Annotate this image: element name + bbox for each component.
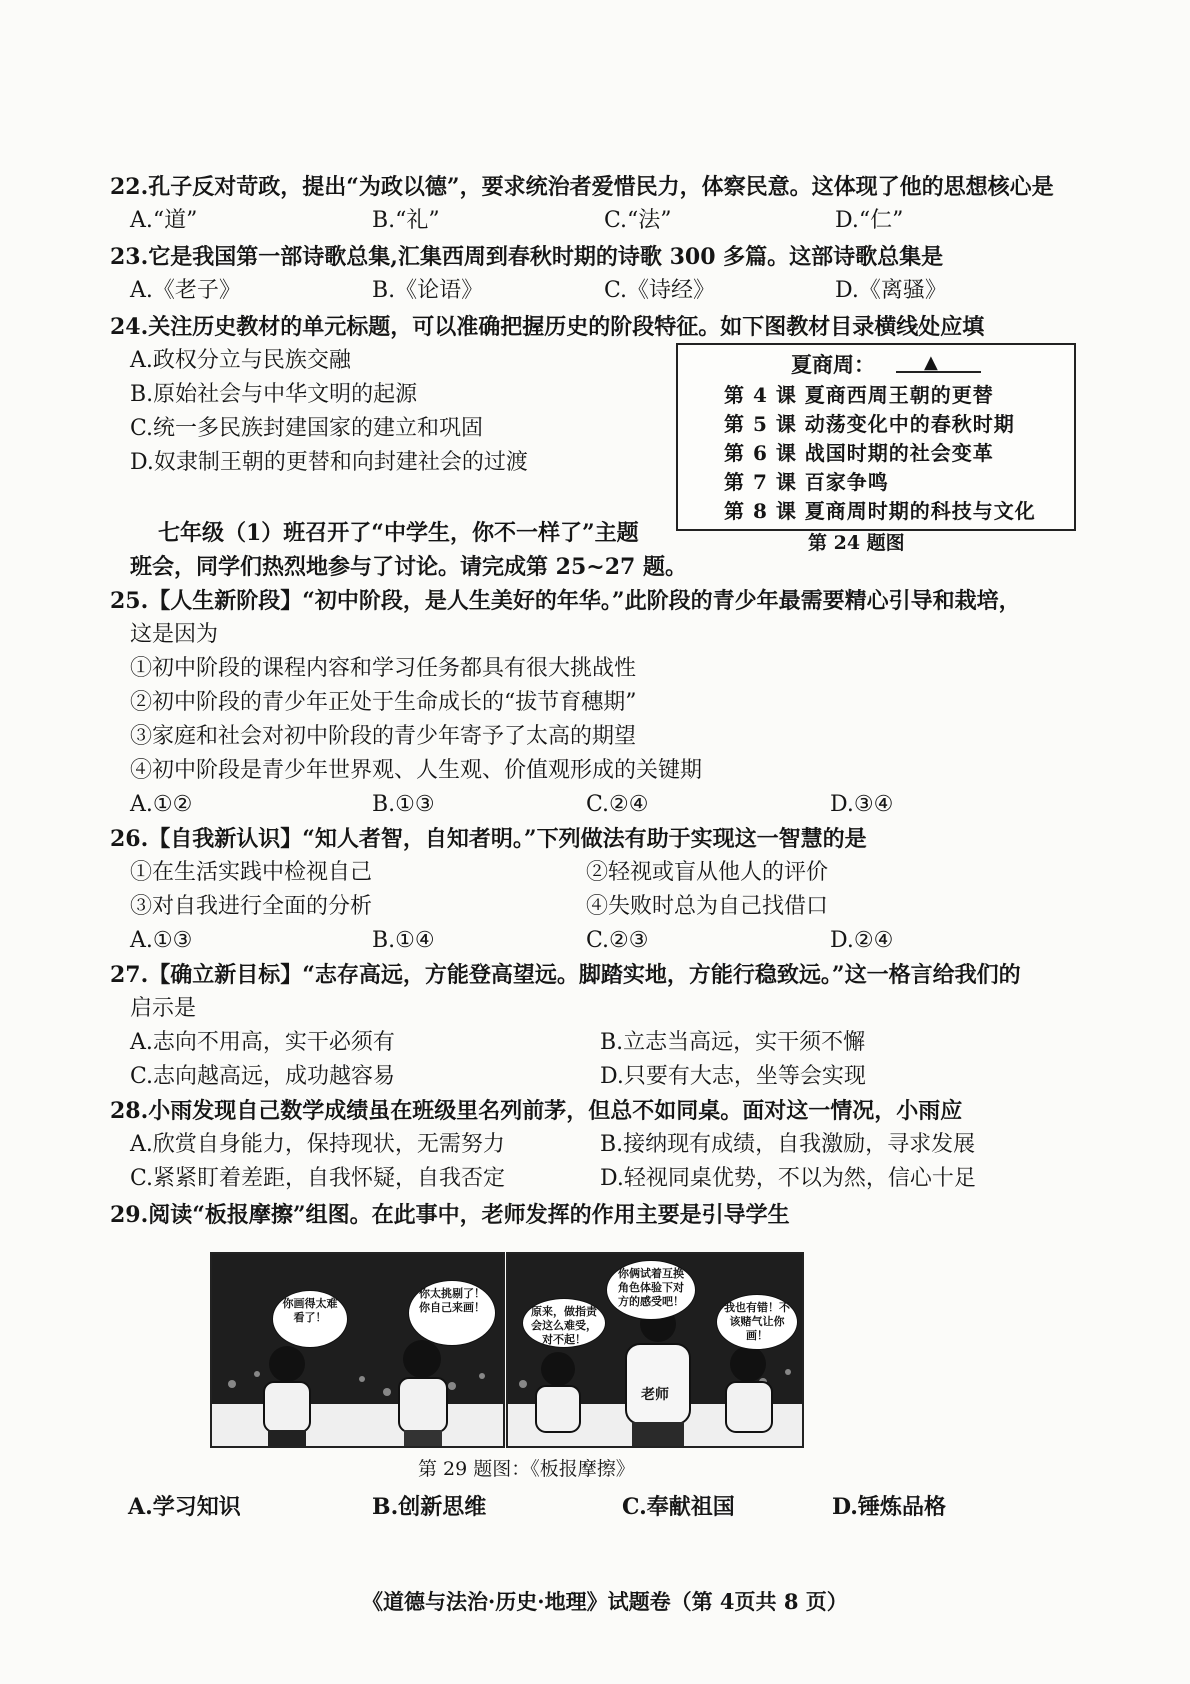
q28-option-d: D.轻视同桌优势，不以为然，信心十足 — [600, 1166, 976, 1191]
q22-option-d: D.“仁” — [835, 208, 904, 233]
page-footer: 《道德与法治·历史·地理》试题卷（第 4页共 8 页） — [362, 1589, 848, 1614]
q24-stem: 24.关注历史教材的单元标题，可以准确把握历史的阶段特征。如下图教材目录横线处应填 — [110, 314, 985, 340]
q25-item-2: ②初中阶段的青少年正处于生命成长的“拔节育穗期” — [130, 690, 637, 715]
q27-stem: 27.【确立新目标】“志存高远，方能登高望远。脚踏实地，方能行稳致远。”这一格言给我们的 — [110, 962, 1021, 988]
q25-option-a: A.①② — [130, 792, 193, 817]
q29-option-b: B.创新思维 — [372, 1494, 487, 1520]
comic-speech-bubble: 你画得太难看了！ — [272, 1290, 348, 1348]
q28-option-a: A.欣赏自身能力，保持现状，无需努力 — [130, 1132, 505, 1157]
q28-stem: 28.小雨发现自己数学成绩虽在班级里名列前茅，但总不如同桌。面对这一情况，小雨应 — [110, 1098, 963, 1124]
toc-blank-line — [896, 371, 981, 373]
textbook-toc-box — [676, 343, 1076, 531]
q25-option-c: C.②④ — [586, 792, 649, 817]
q29-stem: 29.阅读“板报摩擦”组图。在此事中，老师发挥的作用主要是引导学生 — [110, 1202, 790, 1228]
q25-item-3: ③家庭和社会对初中阶段的青少年寄予了太高的期望 — [130, 724, 637, 749]
q26-item-4: ④失败时总为自己找借口 — [586, 894, 829, 919]
q26-item-3: ③对自我进行全面的分析 — [130, 894, 373, 919]
comic-panel-2 — [506, 1252, 804, 1448]
q27-option-b: B.立志当高远，实干须不懈 — [600, 1030, 866, 1055]
intro-line-2: 班会，同学们热烈地参与了讨论。请完成第 25~27 题。 — [130, 554, 687, 580]
q24-option-b: B.原始社会与中华文明的起源 — [130, 382, 418, 407]
q24-option-d: D.奴隶制王朝的更替和向封建社会的过渡 — [130, 450, 528, 475]
q23-option-d: D.《离骚》 — [835, 278, 947, 303]
teacher-label: 老师 — [641, 1387, 669, 1403]
comic-panel-1 — [210, 1252, 505, 1448]
q26-option-a: A.①③ — [130, 928, 193, 953]
q26-stem: 26.【自我新认识】“知人者智，自知者明。”下列做法有助于实现这一智慧的是 — [110, 826, 867, 852]
q24-option-c: C.统一多民族封建国家的建立和巩固 — [130, 416, 484, 441]
q27-stem-cont: 启示是 — [130, 996, 197, 1021]
q29-option-a: A.学习知识 — [128, 1494, 241, 1520]
q27-option-c: C.志向越高远，成功越容易 — [130, 1064, 396, 1089]
toc-row: 第 6 课 战国时期的社会变革 — [724, 441, 994, 465]
q26-option-d: D.②④ — [830, 928, 894, 953]
q26-option-b: B.①④ — [372, 928, 435, 953]
q29-option-c: C.奉献祖国 — [622, 1494, 735, 1520]
q24-figure-caption: 第 24 题图 — [808, 532, 905, 554]
q22-option-a: A.“道” — [130, 208, 198, 233]
comic-speech-bubble: 原来，做指责会这么难受，对不起！ — [522, 1298, 606, 1348]
q23-option-b: B.《论语》 — [372, 278, 484, 303]
q23-option-a: A.《老子》 — [130, 278, 241, 303]
toc-unit-title: 夏商周： — [791, 352, 875, 377]
q25-stem-cont: 这是因为 — [130, 622, 219, 647]
q28-option-b: B.接纳现有成绩，自我激励，寻求发展 — [600, 1132, 976, 1157]
q25-option-b: B.①③ — [372, 792, 435, 817]
q28-option-c: C.紧紧盯着差距，自我怀疑，自我否定 — [130, 1166, 506, 1191]
q23-option-c: C.《诗经》 — [604, 278, 716, 303]
q27-option-d: D.只要有大志，坐等会实现 — [600, 1064, 866, 1089]
q27-option-a: A.志向不用高，实干必须有 — [130, 1030, 395, 1055]
intro-line-1: 七年级（1）班召开了“中学生，你不一样了”主题 — [158, 520, 639, 546]
q26-item-2: ②轻视或盲从他人的评价 — [586, 860, 829, 885]
q23-stem: 23.它是我国第一部诗歌总集,汇集西周到春秋时期的诗歌 300 多篇。这部诗歌总集是 — [110, 244, 944, 270]
q22-stem: 22.孔子反对苛政，提出“为政以德”，要求统治者爱惜民力，体察民意。这体现了他的思想核心是 — [110, 174, 1054, 200]
toc-row: 第 5 课 动荡变化中的春秋时期 — [724, 412, 1015, 436]
q25-item-4: ④初中阶段是青少年世界观、人生观、价值观形成的关键期 — [130, 758, 703, 783]
q26-item-1: ①在生活实践中检视自己 — [130, 860, 373, 885]
q25-stem: 25.【人生新阶段】“初中阶段，是人生美好的年华。”此阶段的青少年最需要精心引导和栽培， — [110, 588, 1021, 614]
q24-option-a: A.政权分立与民族交融 — [130, 348, 351, 373]
q26-option-c: C.②③ — [586, 928, 649, 953]
q22-option-c: C.“法” — [604, 208, 672, 233]
comic-speech-bubble: 你太挑剔了！你自己来画！ — [408, 1280, 496, 1346]
q22-option-b: B.“礼” — [372, 208, 440, 233]
toc-row: 第 4 课 夏商西周王朝的更替 — [724, 383, 994, 407]
comic-speech-bubble: 我也有错！不该赌气让你画！ — [716, 1294, 798, 1350]
toc-row: 第 7 课 百家争鸣 — [724, 470, 889, 494]
q29-option-d: D.锤炼品格 — [832, 1494, 946, 1520]
comic-speech-bubble: 你俩试着互换角色体验下对方的感受吧！ — [606, 1260, 696, 1320]
toc-row: 第 8 课 夏商周时期的科技与文化 — [724, 499, 1036, 523]
q29-figure-caption: 第 29 题图：《板报摩擦》 — [418, 1458, 635, 1480]
triangle-marker-icon: ▲ — [924, 352, 938, 373]
q25-option-d: D.③④ — [830, 792, 894, 817]
q25-item-1: ①初中阶段的课程内容和学习任务都具有很大挑战性 — [130, 656, 637, 681]
